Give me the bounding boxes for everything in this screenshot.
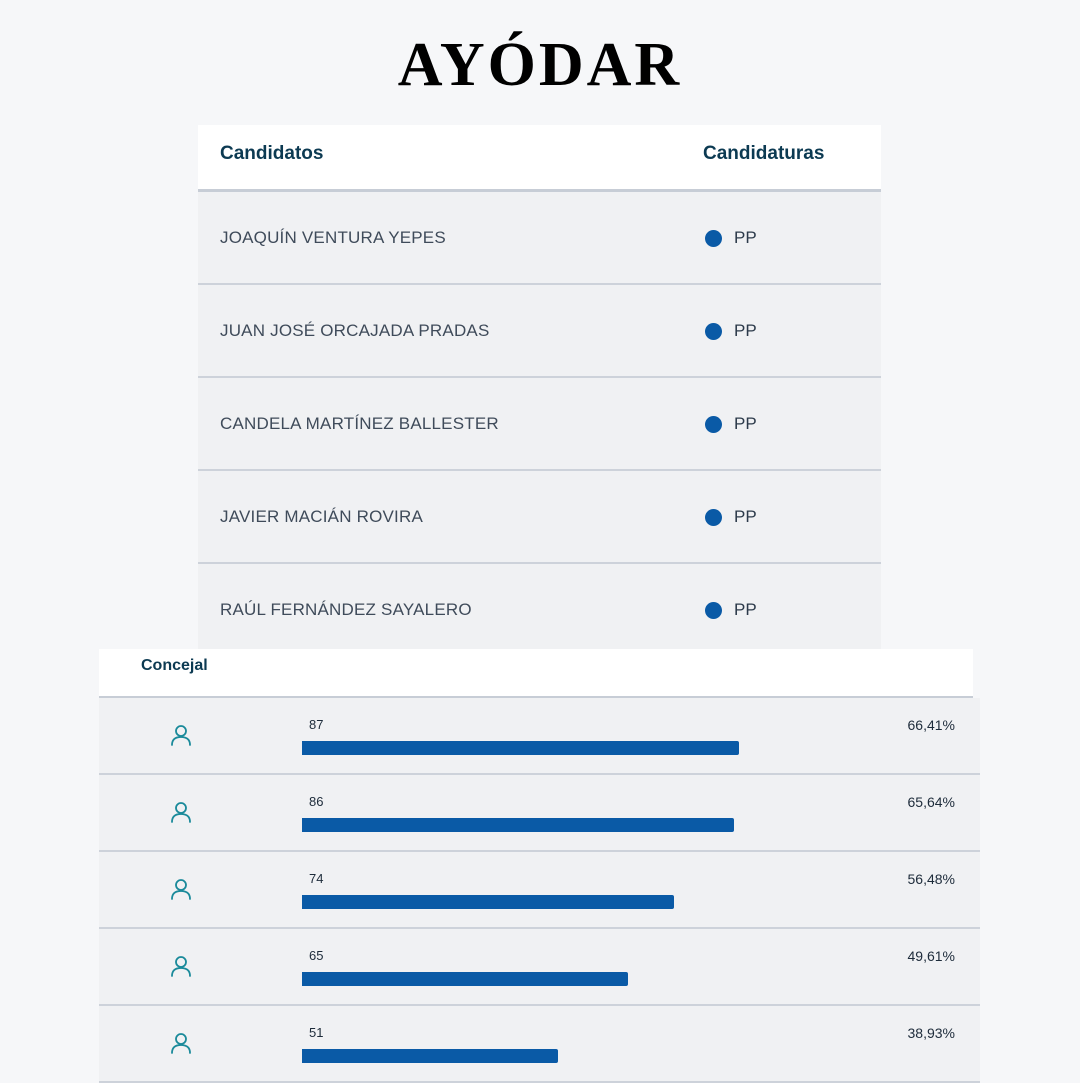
party-label: PP [734, 321, 757, 340]
table-row [198, 471, 881, 564]
user-icon [170, 955, 192, 977]
user-icon [170, 878, 192, 900]
party-color-dot [705, 416, 722, 433]
table-row [99, 929, 980, 1006]
table-row [198, 285, 881, 378]
table-row [99, 1006, 980, 1083]
vote-bar [302, 741, 739, 755]
vote-count: 86 [309, 794, 324, 809]
user-icon [170, 801, 192, 823]
table-row [198, 192, 881, 285]
vote-bar-track [302, 972, 960, 986]
candidate-name: JUAN JOSÉ ORCAJADA PRADAS [220, 321, 490, 340]
user-icon [170, 1032, 192, 1054]
party-color-dot [705, 230, 722, 247]
vote-bar-track [302, 818, 960, 832]
table-row [198, 564, 881, 655]
table-row [99, 775, 980, 852]
candidates-table-header [198, 125, 881, 192]
party-cell [705, 507, 757, 527]
vote-percent: 65,64% [907, 794, 955, 810]
vote-percent: 66,41% [907, 717, 955, 733]
concejal-rows [99, 698, 980, 1083]
table-row [198, 378, 881, 471]
vote-percent: 38,93% [907, 1025, 955, 1041]
vote-count: 65 [309, 948, 324, 963]
column-header-candidates: Candidatos [220, 143, 324, 164]
party-label: PP [734, 507, 757, 526]
candidate-name: JOAQUÍN VENTURA YEPES [220, 228, 446, 247]
vote-percent: 56,48% [907, 871, 955, 887]
party-cell [705, 414, 757, 434]
column-header-party: Candidaturas [703, 143, 825, 164]
concejal-header [99, 649, 973, 698]
party-cell [705, 228, 757, 248]
party-label: PP [734, 414, 757, 433]
candidate-name: JAVIER MACIÁN ROVIRA [220, 507, 423, 526]
party-cell [705, 321, 757, 341]
vote-bar [302, 818, 734, 832]
vote-count: 51 [309, 1025, 324, 1040]
vote-bar-track [302, 1049, 960, 1063]
vote-bar-track [302, 741, 960, 755]
vote-bar [302, 972, 628, 986]
vote-count: 87 [309, 717, 324, 732]
table-row [99, 698, 980, 775]
concejal-results-table [99, 649, 980, 1083]
party-color-dot [705, 602, 722, 619]
user-icon [170, 724, 192, 746]
page-title: AYÓDAR [397, 31, 683, 99]
party-color-dot [705, 509, 722, 526]
party-color-dot [705, 323, 722, 340]
party-label: PP [734, 600, 757, 619]
candidate-name: RAÚL FERNÁNDEZ SAYALERO [220, 600, 472, 619]
candidate-name: CANDELA MARTÍNEZ BALLESTER [220, 414, 499, 433]
table-row [99, 852, 980, 929]
candidates-table [198, 125, 881, 655]
vote-bar [302, 1049, 558, 1063]
vote-bar [302, 895, 674, 909]
vote-percent: 49,61% [907, 948, 955, 964]
vote-bar-track [302, 895, 960, 909]
party-label: PP [734, 228, 757, 247]
party-cell [705, 600, 757, 620]
vote-count: 74 [309, 871, 324, 886]
column-header-concejal: Concejal [141, 657, 208, 674]
